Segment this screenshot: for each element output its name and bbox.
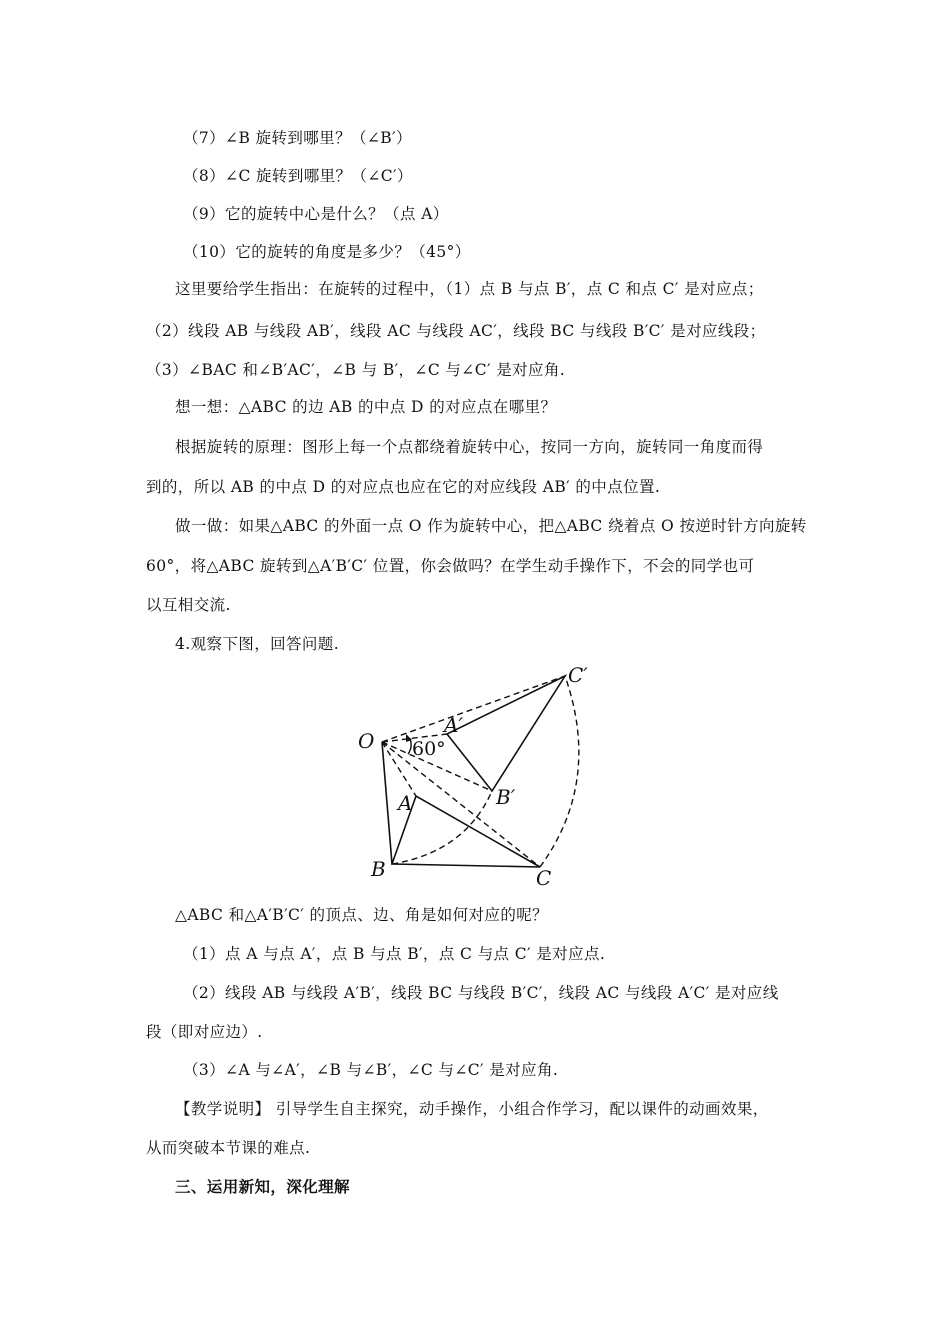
triangle-ABC (392, 796, 540, 867)
text-line-2: （8）∠C 旋转到哪里？（∠C′） (183, 167, 413, 185)
text-line-19: （3）∠A 与∠A′，∠B 与∠B′，∠C 与∠C′ 是对应角. (183, 1061, 559, 1079)
text-line-10: 到的，所以 AB 的中点 D 的对应点也应在它的对应线段 AB′ 的中点位置. (146, 478, 661, 496)
triangle-AprimeBprimeCprime (447, 676, 565, 791)
text-line-5: 这里要给学生指出：在旋转的过程中，（1）点 B 与点 B′，点 C 和点 C′ 是对应点； (175, 280, 764, 298)
text-line-3: （9）它的旋转中心是什么？（点 A） (183, 205, 449, 223)
text-line-17: （2）线段 AB 与线段 A′B′，线段 BC 与线段 B′C′，线段 AC 与线段 A′C′ 是对应线 (183, 984, 779, 1002)
text-line-6: （2）线段 AB 与线段 AB′，线段 AC 与线段 AC′，线段 BC 与线段 B′C′ 是对应线段； (146, 322, 766, 340)
rotation-diagram (340, 662, 620, 892)
label-Aprime: A′ (444, 713, 463, 737)
rotation-figure (340, 662, 620, 892)
arc-C-Cprime (540, 676, 579, 867)
text-line-21: 从而突破本节课的难点. (146, 1139, 311, 1157)
angle-arc-60 (408, 739, 411, 754)
text-line-9: 根据旋转的原理：图形上每一个点都绕着旋转中心，按同一方向，旋转同一角度而得 (175, 438, 764, 456)
text-line-18: 段（即对应边）. (146, 1023, 263, 1041)
dashed-O-Cprime (382, 676, 565, 742)
text-line-11: 做一做：如果△ABC 的外面一点 O 作为旋转中心，把△ABC 绕着点 O 按逆时针方向旋转 (175, 517, 807, 535)
text-line-4: （10）它的旋转的角度是多少？（45°） (183, 243, 471, 261)
label-A: A (398, 791, 413, 815)
text-line-1: （7）∠B 旋转到哪里？（∠B′） (183, 129, 412, 147)
label-Cprime: C′ (568, 663, 588, 687)
text-line-14: 4.观察下图，回答问题. (175, 635, 340, 653)
label-B: B (371, 857, 386, 881)
text-line-8: 想一想：△ABC 的边 AB 的中点 D 的对应点在哪里？ (175, 398, 557, 416)
text-line-16: （1）点 A 与点 A′，点 B 与点 B′，点 C 与点 C′ 是对应点. (183, 945, 606, 963)
label-C: C (536, 866, 552, 890)
text-line-20: 【教学说明】 引导学生自主探究，动手操作，小组合作学习，配以课件的动画效果， (175, 1100, 769, 1118)
segment-O-B (382, 742, 392, 864)
label-angle: 60° (412, 738, 446, 760)
text-line-13: 以互相交流. (146, 596, 231, 614)
text-line-12: 60°，将△ABC 旋转到△A′B′C′ 位置，你会做吗？在学生动手操作下，不会的同学也可 (146, 557, 755, 575)
dashed-O-A (382, 742, 416, 796)
label-O: O (358, 729, 375, 753)
section-heading: 三、运用新知，深化理解 (175, 1178, 350, 1196)
text-line-7: （3）∠BAC 和∠B′AC′，∠B 与 B′，∠C 与∠C′ 是对应角. (146, 361, 566, 379)
label-Bprime: B′ (496, 785, 516, 809)
text-line-15: △ABC 和△A′B′C′ 的顶点、边、角是如何对应的呢？ (175, 906, 549, 924)
